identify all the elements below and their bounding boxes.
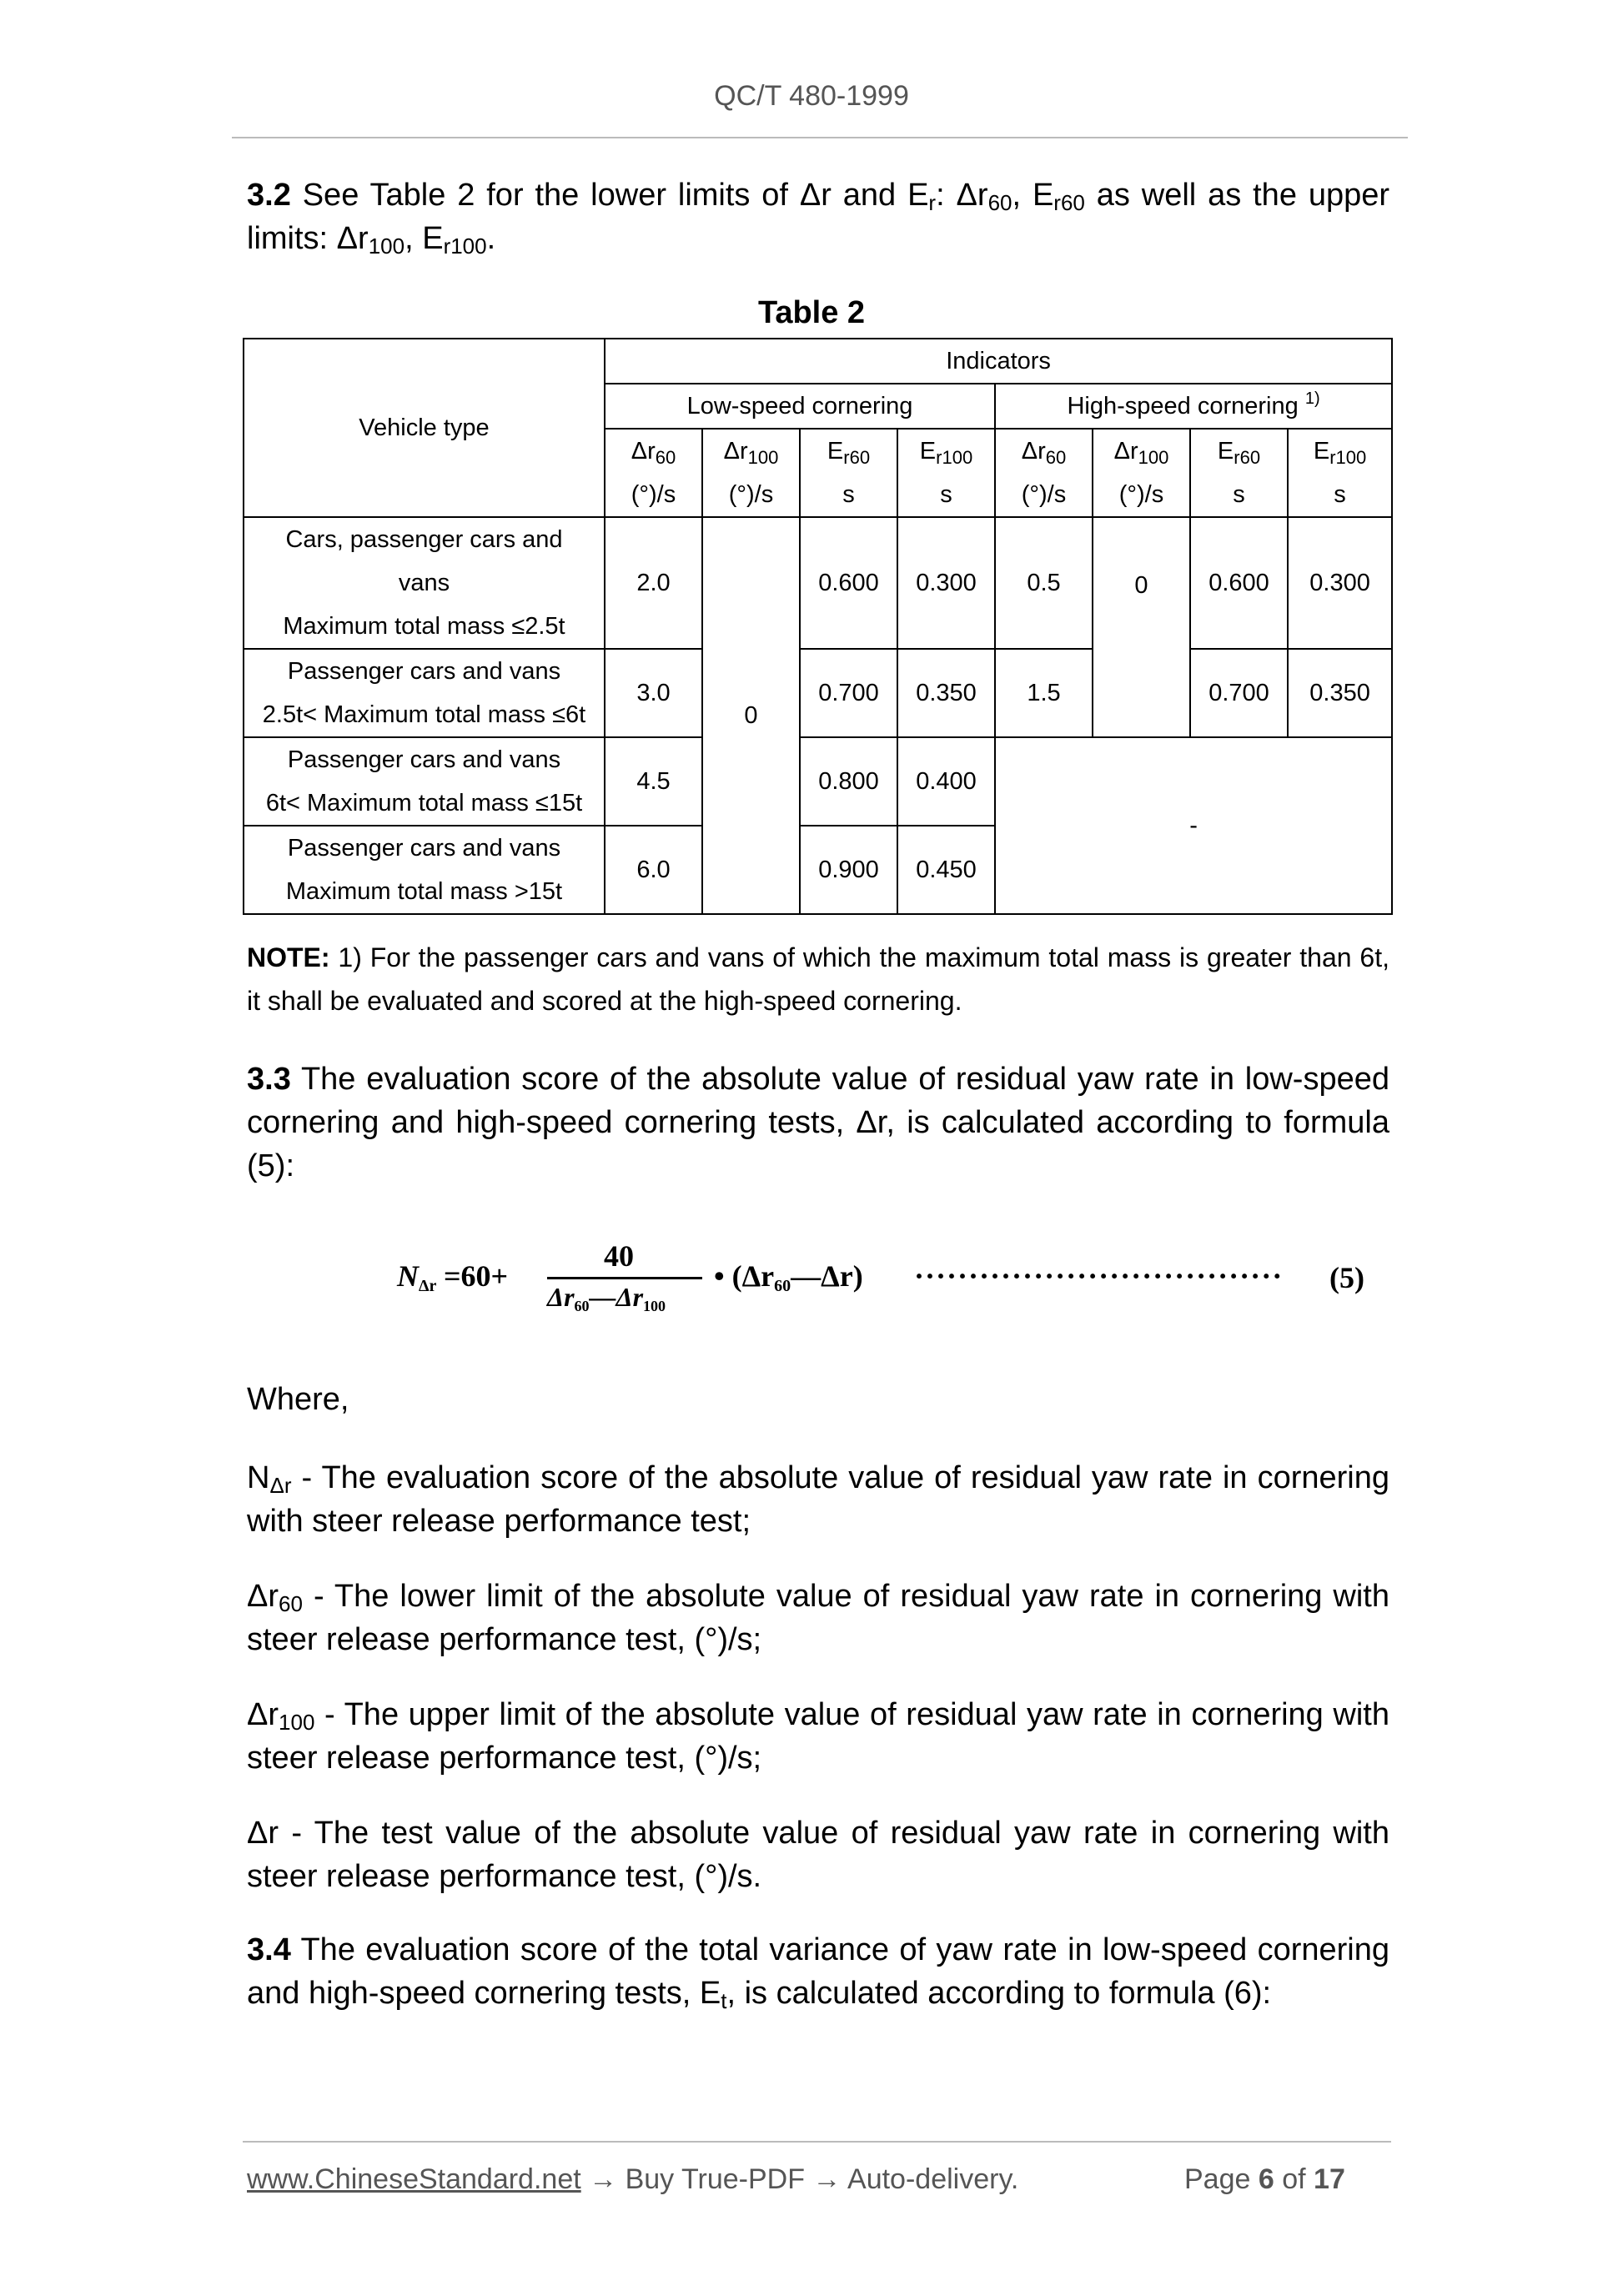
col-dr60-low [605,429,702,473]
of-label: of [1274,2163,1314,2195]
site-link[interactable]: www.ChineseStandard.net [247,2163,581,2195]
section-number: 3.3 [247,1062,291,1097]
table-row-vehicle-type [244,826,605,914]
subscript: r60 [843,447,871,468]
document-code: QC/T 480-1999 [714,80,909,112]
cell-er60-high: 0.700 [1190,649,1288,737]
cell-dr100-low-merged: 0 [702,517,800,914]
formula-symbol: —Δr) [791,1259,863,1293]
high-speed-label: High-speed cornering [1067,393,1299,420]
subscript: 60 [1045,447,1067,468]
unit-s: s [1288,473,1392,517]
def-symbol: Δr [247,1816,279,1851]
subscript: r60 [1053,190,1085,215]
subscript: r [928,190,937,215]
type-line: Passenger cars and vans [287,746,561,773]
type-line: vans [398,570,450,596]
definition-dr100 [247,1693,1389,1780]
indicators-table [243,338,1393,915]
cell-er100-high: 0.300 [1288,517,1392,649]
table-row-vehicle-type [244,649,605,737]
type-line: 2.5t< Maximum total mass ≤6t [262,701,586,728]
page-label: Page [1184,2163,1259,2195]
page-total: 17 [1314,2163,1345,2195]
cell-er60-low: 0.900 [800,826,897,914]
section-text: See Table 2 for the lower limits of Δr and E [290,178,929,213]
cell-dr60-low: 3.0 [605,649,702,737]
unit-rate: (°)/s [702,473,800,517]
cell-er100-low: 0.350 [897,649,995,737]
table-title: Table 2 [757,295,866,330]
definition-n-dr [247,1456,1389,1543]
symbol: E [1313,438,1330,465]
section-3-3 [247,1058,1389,1188]
section-text: , is calculated according to formula (6): [726,1976,1272,2011]
formula-symbol: —Δr [589,1282,644,1312]
subscript: 100 [747,447,779,468]
high-speed-header [995,384,1392,429]
subscript: 100 [1138,447,1169,468]
symbol: E [1217,438,1234,465]
formula-number: (5) [1329,1261,1364,1294]
col-er100-high [1288,429,1392,473]
formula-equals: =60+ [444,1259,509,1293]
definition-dr60 [247,1575,1389,1661]
section-text: , E [1012,178,1054,213]
subscript: r100 [1329,447,1367,468]
header-divider [232,137,1408,138]
vehicle-type-header: Vehicle type [244,339,605,517]
def-text: - The lower limit of the absolute value of residual yaw rate in cornering with steer release performance test, (°)/s; [247,1579,1389,1657]
cell-er60-low: 0.700 [800,649,897,737]
low-speed-header: Low-speed cornering [605,384,995,429]
unit-s: s [897,473,995,517]
table-row-vehicle-type [244,737,605,826]
section-text: . [486,221,496,256]
merged-value: 0 [1134,572,1148,599]
formula-lhs [397,1259,436,1294]
subscript: 60 [655,447,676,468]
cell-er60-low: 0.600 [800,517,897,649]
type-line: Cars, passenger cars and [285,526,563,553]
arrow-icon: → [580,2163,626,2195]
cell-high-speed-not-applicable: - [995,737,1392,914]
formula-paren [714,1259,863,1294]
footer-divider [243,2141,1391,2143]
formula-symbol: N [397,1259,419,1293]
section-text: : Δr [936,178,988,213]
type-line: Passenger cars and vans [287,658,561,685]
formula-symbol: • (Δr [714,1259,775,1293]
formula-subscript: 60 [774,1277,791,1295]
definition-dr [247,1811,1389,1898]
subscript: r60 [1234,447,1261,468]
section-text: , E [404,221,444,256]
cell-dr60-low: 2.0 [605,517,702,649]
footer-links [247,2163,1018,2196]
unit-s: s [1190,473,1288,517]
cell-er100-low: 0.400 [897,737,995,826]
cell-dr60-high: 1.5 [995,649,1093,737]
col-er60-low [800,429,897,473]
formula-subscript: 60 [574,1298,590,1314]
formula-5 [397,1238,1389,1314]
cell-er60-low: 0.800 [800,737,897,826]
arrow-icon: → [804,2163,848,2195]
auto-delivery-text: Auto-delivery. [847,2163,1019,2195]
def-symbol: N [247,1460,270,1495]
symbol: Δr [631,438,656,465]
type-line: 6t< Maximum total mass ≤15t [265,790,583,816]
fraction-bar [547,1277,702,1279]
subscript: t [721,1988,727,2013]
subscript: r100 [936,447,973,468]
def-text: - The upper limit of the absolute value of residual yaw rate in cornering with steer release performance test, (°)/s; [247,1697,1389,1776]
footnote-mark: 1) [1304,389,1320,408]
cell-dr100-high-merged [1093,517,1190,737]
col-er60-high [1190,429,1288,473]
unit-rate: (°)/s [995,473,1093,517]
section-text: as well as the upper limits: Δr [247,178,1390,256]
unit-rate: (°)/s [1093,473,1190,517]
def-text: - The test value of the absolute value of residual yaw rate in cornering with steer release performance test, (°)/s. [247,1816,1389,1894]
note-text: 1) For the passenger cars and vans of which the maximum total mass is greater than 6t, it shall be evaluated and scored at the high-speed cornering. [247,942,1389,1016]
symbol: E [827,438,844,465]
cell-er60-high: 0.600 [1190,517,1288,649]
section-number: 3.4 [247,1932,291,1967]
def-symbol: Δr [247,1697,279,1732]
cell-dr60-low: 4.5 [605,737,702,826]
note-label: NOTE: [247,942,330,972]
section-3-2 [247,173,1389,260]
table-note [247,936,1389,1022]
symbol: E [919,438,937,465]
def-subscript: Δr [269,1473,292,1498]
cell-dr60-high: 0.5 [995,517,1093,649]
type-line: Passenger cars and vans [287,835,561,862]
subscript: 100 [368,234,405,259]
def-symbol: Δr [247,1579,279,1614]
section-number: 3.2 [247,178,291,213]
unit-rate: (°)/s [605,473,702,517]
type-line: Maximum total mass >15t [285,878,563,905]
def-subscript: 60 [279,1591,303,1616]
col-er100-low [897,429,995,473]
where-label: Where, [247,1382,349,1417]
col-dr100-low [702,429,800,473]
formula-symbol: Δr [547,1282,575,1312]
section-text: The evaluation score of the absolute value of residual yaw rate in low-speed cornering and high-speed cornering tests, Δr, is calculated according to formula (5): [247,1062,1389,1183]
section-3-4 [247,1928,1389,2015]
cell-dr60-low: 6.0 [605,826,702,914]
col-dr100-high [1093,429,1190,473]
formula-denominator [547,1282,666,1313]
cell-er100-low: 0.450 [897,826,995,914]
section-text: The evaluation score of the total variance of yaw rate in low-speed cornering and high-speed cornering tests, E [247,1932,1389,2011]
formula-subscript: Δr [419,1277,437,1295]
cell-er100-low: 0.300 [897,517,995,649]
symbol: Δr [1113,438,1138,465]
symbol: Δr [1021,438,1046,465]
formula-leader-dots: ·································· [914,1259,1284,1293]
subscript: 60 [987,190,1012,215]
indicators-header: Indicators [605,339,1392,384]
cell-er100-high: 0.350 [1288,649,1392,737]
subscript: r100 [443,234,487,259]
formula-numerator: 40 [604,1239,634,1273]
formula-subscript: 100 [643,1298,666,1314]
def-subscript: 100 [279,1710,315,1735]
table-row-vehicle-type [244,517,605,649]
col-dr60-high [995,429,1093,473]
def-text: - The evaluation score of the absolute value of residual yaw rate in cornering with steer release performance test; [247,1460,1389,1539]
symbol: Δr [723,438,748,465]
buy-pdf-link[interactable]: Buy True-PDF [625,2163,805,2195]
page-number: 6 [1258,2163,1274,2195]
page-indicator [1184,2163,1345,2196]
type-line: Maximum total mass ≤2.5t [283,613,565,640]
unit-s: s [800,473,897,517]
